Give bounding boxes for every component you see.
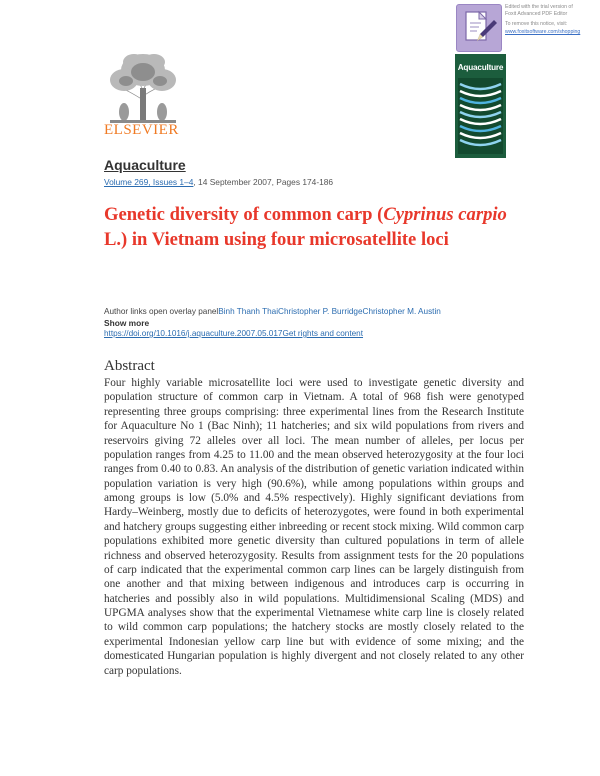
- abstract-text: Four highly variable microsatellite loci were used to investigate genetic diversity and population structure of common carp in Vietnam. A total of 968 fish were genotyped representing three groups comprising: three experimental lines from the Research Institute for Aquaculture No 1 (Bac Ninh); 11 hatcheries; and six wild populations from rivers and reservoirs giving 72 alleles over all loci. The mean number of alleles, per locus per population ranges from 4.25 to 11.00 and the mean observed heterozygosity at the four loci ranges from 0.40 to 0.83. An analysis of the distribution of genetic variation indicated within population variation is very high (90.6%), while among populations within groups and among groups is low (5.0% and 4.5% respectively). Highly significant deviations from Hardy–Weinberg, mostly due to deficits of heterozygotes, were found in both experimental and hatchery groups suggesting either inbreeding or recent stock mixing. Wild common carp populations exhibited more genetic diversity than cultured populations in term of allele richness and observed heterozygosity. Results from assignment tests for the 20 populations of carp indicated that the experimental common carp lines can be largely distinguish from one another and that mixing between indigenous and introduces carp is occurring in hatcheries and possibly also in wild populations. Multidimensional Scaling (MDS) and UPGMA analyses show that the experimental Vietnamese white carp line is closely related to wild common carp populations; the hatchery stocks are mostly closely related to the experimental Indonesian yellow carp line but with evidence of some mixing; and the domesticated Hungarian population is highly divergent and not closely related to any other carp populations.: [104, 377, 524, 677]
- author-link[interactable]: Christopher P. Burridge: [278, 307, 363, 316]
- doi-rights-line: [104, 329, 363, 338]
- journal-cover[interactable]: [455, 54, 506, 158]
- watermark-line-2: Foxit Advanced PDF Editor: [505, 11, 568, 18]
- get-rights-link[interactable]: Get rights and content: [282, 329, 364, 338]
- author-line: [104, 307, 534, 316]
- author-link[interactable]: Binh Thanh Thai: [218, 307, 279, 316]
- date-pages: , 14 September 2007, Pages 174-186: [193, 177, 334, 187]
- watermark-notice: [505, 4, 598, 36]
- watermark-line-1: Edited with the trial version of: [505, 4, 573, 10]
- abstract-heading: Abstract: [104, 358, 155, 374]
- elsevier-wordmark: ELSEVIER: [104, 122, 179, 138]
- watermark-link[interactable]: www.foxitsoftware.com/shopping: [505, 28, 581, 35]
- journal-title-link[interactable]: Aquaculture: [104, 157, 186, 173]
- title-species-italic: Cyprinus carpio: [383, 204, 507, 225]
- title-part-2: L.) in Vietnam using four microsatellite loci: [104, 229, 449, 250]
- show-more-button[interactable]: Show more: [104, 318, 150, 328]
- volume-info: [104, 177, 333, 187]
- author-panel-link[interactable]: Author links open overlay panel: [104, 307, 219, 316]
- title-part-1: Genetic diversity of common carp (: [104, 204, 384, 225]
- author-link[interactable]: Christopher M. Austin: [362, 307, 441, 316]
- article-title: [104, 202, 524, 252]
- cover-title: Aquaculture: [457, 63, 504, 72]
- watermark-line-3: To remove this notice, visit:: [505, 21, 568, 28]
- elsevier-tree-logo: [104, 50, 182, 124]
- cover-art-image: [458, 78, 503, 154]
- pdf-edit-pencil-icon[interactable]: [456, 4, 502, 52]
- volume-issue-link[interactable]: Volume 269, Issues 1–4: [104, 177, 194, 187]
- doi-link[interactable]: https://doi.org/10.1016/j.aquaculture.2007.05.017: [104, 329, 283, 338]
